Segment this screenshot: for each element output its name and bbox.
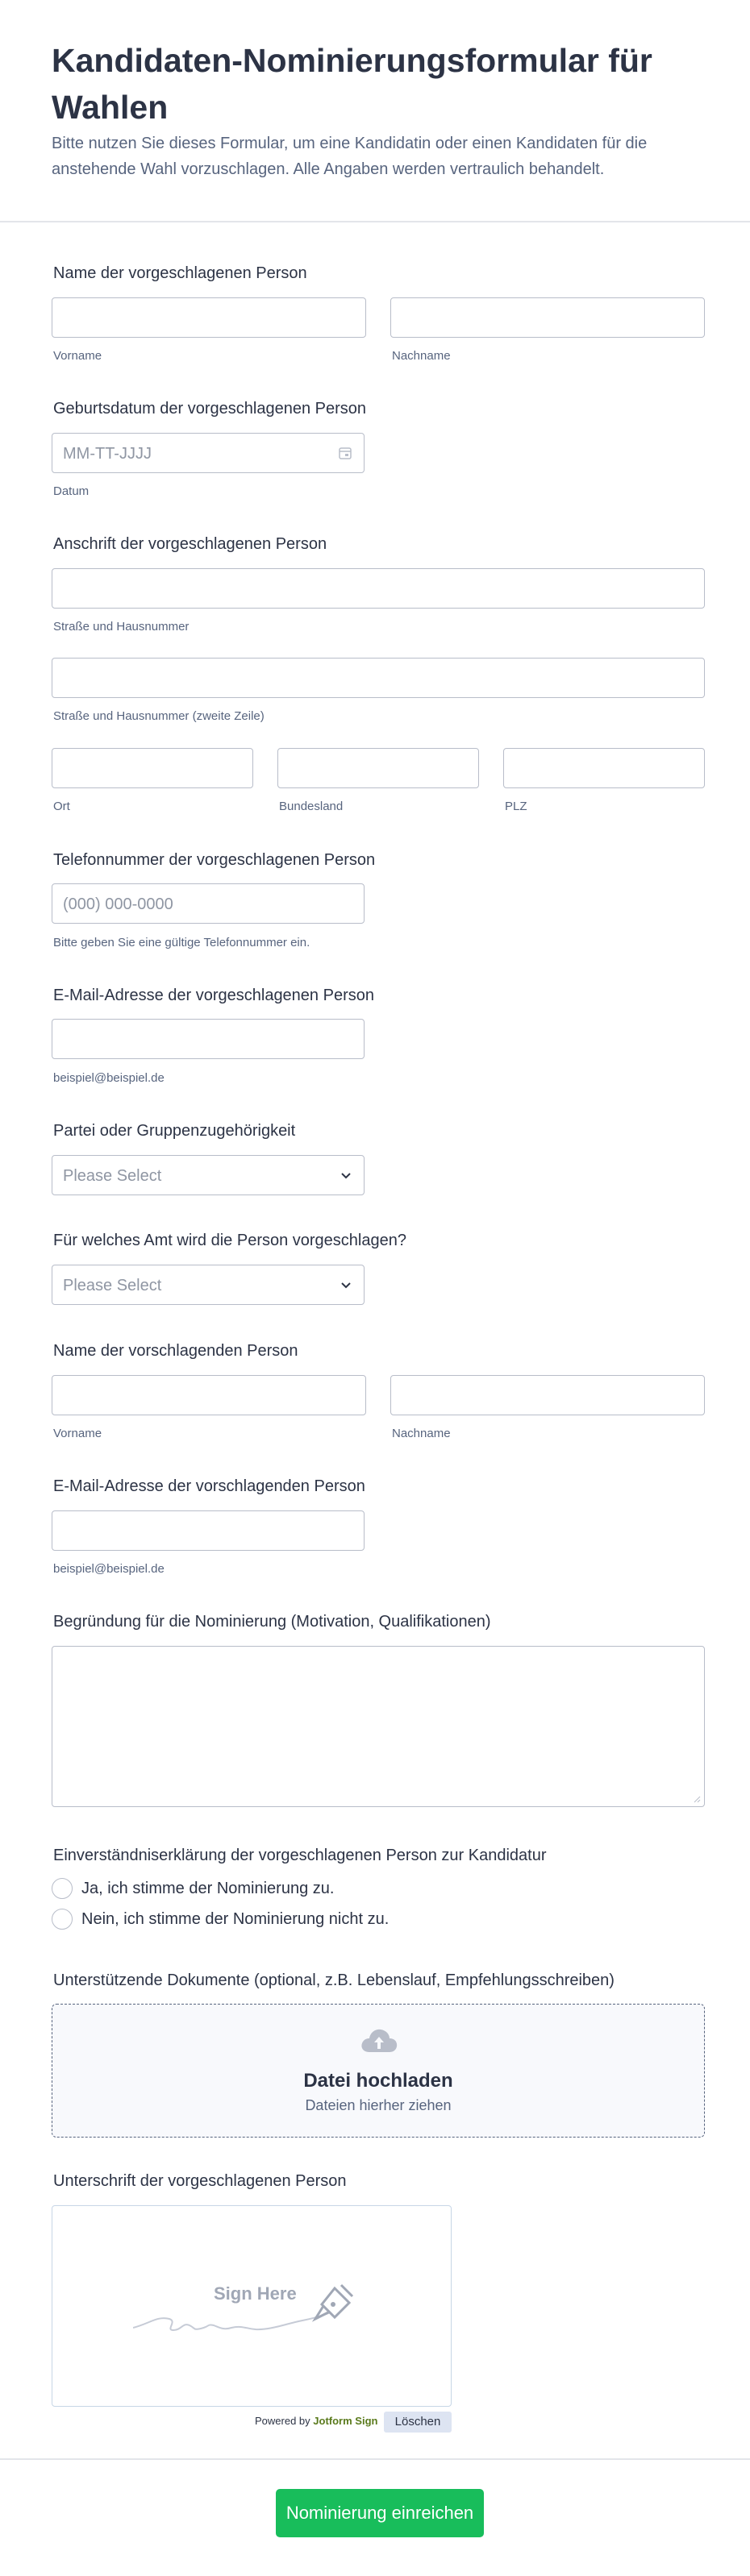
form-title: Kandidaten-Nominierungsformular für Wahlen [52, 42, 652, 126]
birthdate-label: Geburtsdatum der vorgeschlagenen Person [53, 400, 367, 418]
phone-input[interactable] [52, 883, 365, 924]
reason-textarea[interactable] [52, 1646, 705, 1807]
phone-placeholder: (000) 000-0000 [63, 895, 173, 913]
office-selected-value: Please Select [63, 1277, 162, 1294]
office-label: Für welches Amt wird die Person vorgeschlagen? [53, 1232, 406, 1249]
phone-sublabel: Bitte geben Sie eine gültige Telefonnummer ein. [53, 936, 310, 949]
street-line1-sublabel: Straße und Hausnummer [53, 620, 190, 634]
calendar-icon[interactable] [338, 446, 352, 460]
form-subtitle: Bitte nutzen Sie dieses Formular, um eine Kandidatin oder einen Kandidaten für die anstehende Wahl vorzuschlagen. Alle Angaben werden vertraulich behandelt. [52, 135, 648, 178]
address-label: Anschrift der vorgeschlagenen Person [53, 535, 327, 553]
birthdate-placeholder: MM-TT-JJJJ [63, 445, 152, 463]
upload-subtitle: Dateien hierher ziehen [305, 2097, 452, 2113]
powered-by-prefix: Powered by [255, 2415, 310, 2427]
nominee-last-name-input[interactable] [390, 297, 705, 338]
party-selected-value: Please Select [63, 1167, 162, 1185]
nominator-first-name-input[interactable] [52, 1375, 366, 1415]
consent-label: Einverständniserklärung der vorgeschlagenen Person zur Kandidatur [53, 1847, 547, 1864]
nominator-first-name-sublabel: Vorname [53, 1427, 102, 1440]
nominator-email-sublabel: beispiel@beispiel.de [53, 1562, 165, 1576]
phone-label: Telefonnummer der vorgeschlagenen Person [53, 851, 376, 869]
street-line1-input[interactable] [52, 568, 705, 609]
radio-button[interactable] [52, 1878, 73, 1899]
powered-by [255, 2415, 377, 2428]
chevron-down-icon [340, 1278, 352, 1291]
powered-by-brand: Jotform Sign [313, 2415, 378, 2427]
documents-label: Unterstützende Dokumente (optional, z.B. Lebenslauf, Empfehlungsschreiben) [53, 1971, 615, 1989]
state-input[interactable] [277, 748, 479, 788]
birthdate-sublabel: Datum [53, 484, 90, 498]
street-line2-sublabel: Straße und Hausnummer (zweite Zeile) [53, 709, 265, 723]
nominee-first-name-input[interactable] [52, 297, 366, 338]
reason-label: Begründung für die Nominierung (Motivation, Qualifikationen) [53, 1613, 491, 1631]
office-select[interactable] [52, 1265, 365, 1305]
city-sublabel: Ort [53, 800, 70, 813]
nominator-email-label: E-Mail-Adresse der vorschlagenden Person [53, 1477, 365, 1495]
nominator-email-input[interactable] [52, 1510, 365, 1551]
radio-button[interactable] [52, 1909, 73, 1930]
consent-option-no-label: Nein, ich stimme der Nominierung nicht zu. [81, 1910, 390, 1928]
city-input[interactable] [52, 748, 253, 788]
chevron-down-icon [340, 1169, 352, 1182]
nominee-email-input[interactable] [52, 1019, 365, 1059]
clear-signature-button[interactable]: Löschen [384, 2412, 452, 2433]
street-line2-input[interactable] [52, 658, 705, 698]
file-upload-dropzone[interactable] [52, 2004, 705, 2138]
nominee-email-label: E-Mail-Adresse der vorgeschlagenen Person [53, 987, 374, 1004]
nominator-last-name-input[interactable] [390, 1375, 705, 1415]
cloud-upload-icon [359, 2025, 399, 2055]
zip-input[interactable] [503, 748, 705, 788]
state-sublabel: Bundesland [279, 800, 344, 813]
nominator-name-label: Name der vorschlagenden Person [53, 1342, 298, 1360]
party-select[interactable] [52, 1155, 365, 1195]
consent-option-yes-label: Ja, ich stimme der Nominierung zu. [81, 1880, 335, 1897]
sign-here-text: Sign Here [214, 2283, 297, 2304]
nominee-email-sublabel: beispiel@beispiel.de [53, 1071, 165, 1085]
resize-grip-icon[interactable] [693, 1795, 701, 1803]
nominee-name-label: Name der vorgeschlagenen Person [53, 264, 307, 282]
signature-pad[interactable] [52, 2205, 452, 2407]
nominator-last-name-sublabel: Nachname [392, 1427, 451, 1440]
birthdate-input[interactable] [52, 433, 365, 473]
nominee-last-name-sublabel: Nachname [392, 349, 451, 363]
nominee-first-name-sublabel: Vorname [53, 349, 102, 363]
submit-button[interactable]: Nominierung einreichen [276, 2489, 484, 2537]
form-header [0, 0, 750, 222]
signature-label: Unterschrift der vorgeschlagenen Person [53, 2172, 347, 2190]
party-label: Partei oder Gruppenzugehörigkeit [53, 1122, 296, 1140]
footer-divider [0, 2458, 750, 2460]
zip-sublabel: PLZ [505, 800, 527, 813]
upload-title: Datei hochladen [303, 2070, 453, 2092]
